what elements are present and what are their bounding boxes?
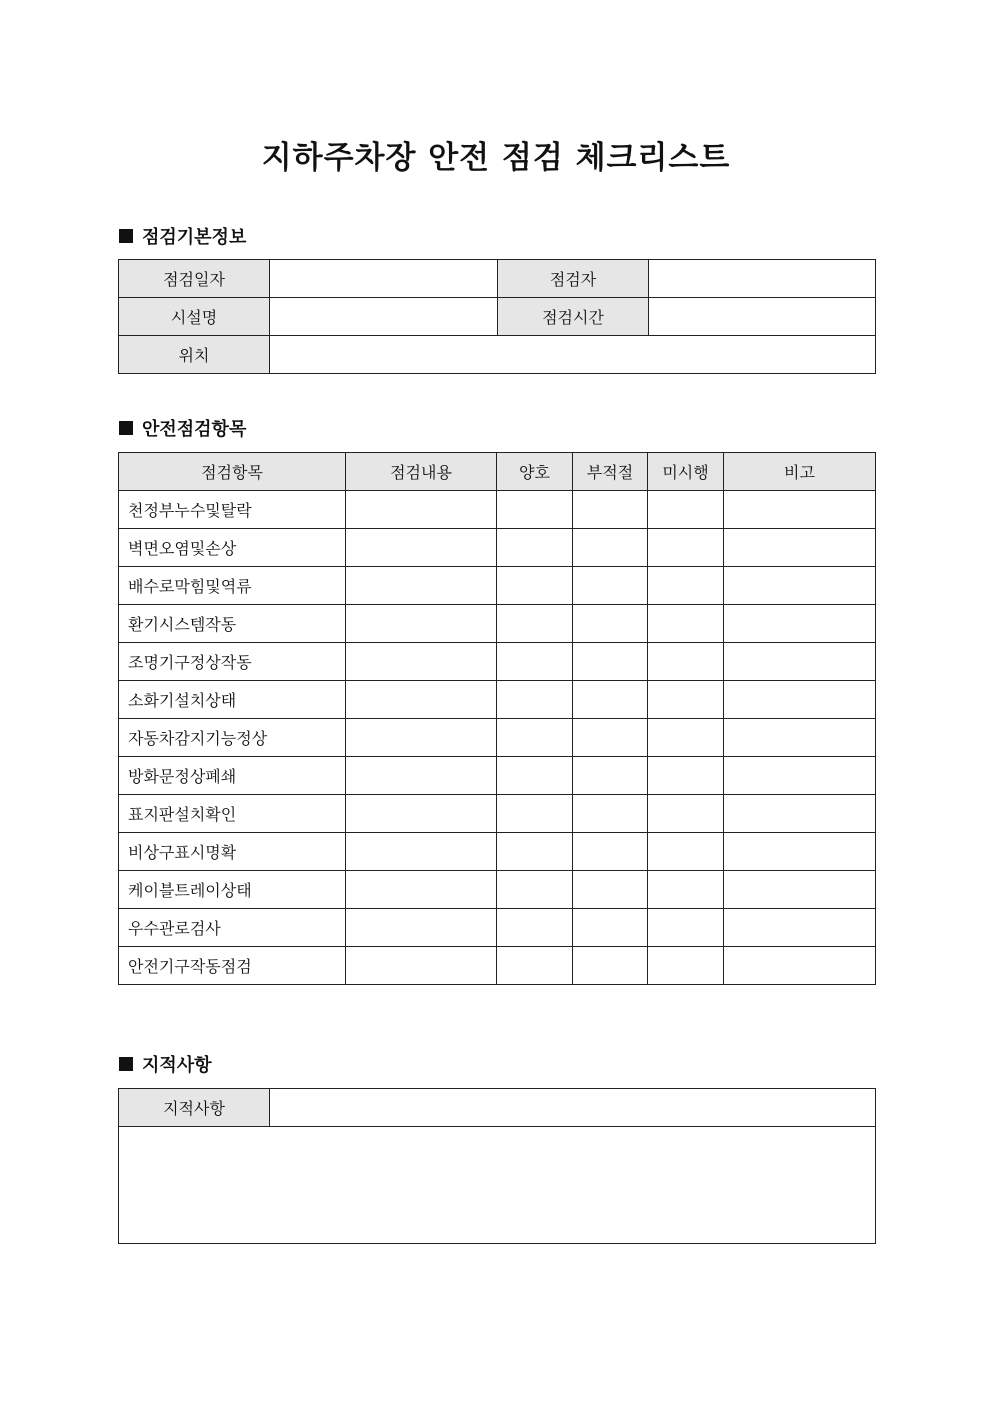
remarks-header-field[interactable]	[270, 1089, 876, 1127]
note-cell[interactable]	[724, 947, 876, 985]
good-cell[interactable]	[497, 605, 573, 643]
check-item-label: 조명기구정상작동	[119, 643, 346, 681]
table-row	[119, 567, 876, 605]
table-row	[119, 529, 876, 567]
not-done-cell[interactable]	[648, 947, 724, 985]
inspection-date-label: 점검일자	[119, 260, 270, 298]
inadequate-cell[interactable]	[573, 795, 648, 833]
inadequate-cell[interactable]	[573, 871, 648, 909]
content-cell[interactable]	[346, 795, 497, 833]
content-cell[interactable]	[346, 643, 497, 681]
remarks-label: 지적사항	[119, 1089, 270, 1127]
check-item-label: 방화문정상폐쇄	[119, 757, 346, 795]
note-cell[interactable]	[724, 605, 876, 643]
inspection-time-field[interactable]	[649, 298, 876, 336]
table-row	[119, 719, 876, 757]
note-cell[interactable]	[724, 491, 876, 529]
note-cell[interactable]	[724, 757, 876, 795]
not-done-cell[interactable]	[648, 681, 724, 719]
content-cell[interactable]	[346, 491, 497, 529]
check-item-label: 비상구표시명확	[119, 833, 346, 871]
content-cell[interactable]	[346, 567, 497, 605]
header-not-done: 미시행	[648, 453, 724, 491]
facility-name-label: 시설명	[119, 298, 270, 336]
facility-name-field[interactable]	[270, 298, 498, 336]
not-done-cell[interactable]	[648, 833, 724, 871]
table-row	[119, 491, 876, 529]
content-cell[interactable]	[346, 605, 497, 643]
page-title: 지하주차장 안전 점검 체크리스트	[261, 140, 731, 176]
checklist-table	[118, 452, 876, 985]
location-field[interactable]	[270, 336, 876, 374]
table-row	[119, 871, 876, 909]
note-cell[interactable]	[724, 681, 876, 719]
table-row	[119, 909, 876, 947]
content-cell[interactable]	[346, 947, 497, 985]
inadequate-cell[interactable]	[573, 567, 648, 605]
location-label: 위치	[119, 336, 270, 374]
inadequate-cell[interactable]	[573, 909, 648, 947]
checklist-body	[119, 491, 876, 985]
check-item-label: 소화기설치상태	[119, 681, 346, 719]
basic-info-table	[118, 259, 876, 374]
not-done-cell[interactable]	[648, 529, 724, 567]
content-cell[interactable]	[346, 871, 497, 909]
good-cell[interactable]	[497, 947, 573, 985]
inadequate-cell[interactable]	[573, 757, 648, 795]
not-done-cell[interactable]	[648, 757, 724, 795]
inadequate-cell[interactable]	[573, 947, 648, 985]
header-good: 양호	[497, 453, 573, 491]
square-bullet-icon	[119, 1057, 133, 1071]
header-inadequate: 부적절	[573, 453, 648, 491]
good-cell[interactable]	[497, 719, 573, 757]
good-cell[interactable]	[497, 491, 573, 529]
not-done-cell[interactable]	[648, 871, 724, 909]
note-cell[interactable]	[724, 529, 876, 567]
basic-info-heading: 점검기본정보	[142, 227, 247, 248]
basic-info-section-title	[119, 223, 246, 249]
check-item-label: 케이블트레이상태	[119, 871, 346, 909]
check-item-label: 환기시스템작동	[119, 605, 346, 643]
inadequate-cell[interactable]	[573, 681, 648, 719]
inadequate-cell[interactable]	[573, 833, 648, 871]
check-item-label: 안전기구작동점검	[119, 947, 346, 985]
inadequate-cell[interactable]	[573, 529, 648, 567]
inspection-time-label: 점검시간	[498, 298, 649, 336]
check-item-label: 천정부누수및탈락	[119, 491, 346, 529]
note-cell[interactable]	[724, 795, 876, 833]
inadequate-cell[interactable]	[573, 491, 648, 529]
header-note: 비고	[724, 453, 876, 491]
not-done-cell[interactable]	[648, 643, 724, 681]
inadequate-cell[interactable]	[573, 605, 648, 643]
inadequate-cell[interactable]	[573, 719, 648, 757]
table-row	[119, 757, 876, 795]
remarks-table	[118, 1088, 876, 1244]
good-cell[interactable]	[497, 833, 573, 871]
not-done-cell[interactable]	[648, 719, 724, 757]
good-cell[interactable]	[497, 795, 573, 833]
table-row	[119, 947, 876, 985]
note-cell[interactable]	[724, 833, 876, 871]
square-bullet-icon	[119, 421, 133, 435]
remarks-heading: 지적사항	[142, 1055, 212, 1076]
table-row	[119, 605, 876, 643]
inspection-date-field[interactable]	[270, 260, 498, 298]
table-row	[119, 681, 876, 719]
not-done-cell[interactable]	[648, 795, 724, 833]
remarks-content-field[interactable]	[119, 1127, 876, 1244]
note-cell[interactable]	[724, 909, 876, 947]
check-item-label: 우수관로검사	[119, 909, 346, 947]
good-cell[interactable]	[497, 529, 573, 567]
content-cell[interactable]	[346, 529, 497, 567]
header-content: 점검내용	[346, 453, 497, 491]
content-cell[interactable]	[346, 757, 497, 795]
inspector-field[interactable]	[649, 260, 876, 298]
not-done-cell[interactable]	[648, 605, 724, 643]
content-cell[interactable]	[346, 833, 497, 871]
good-cell[interactable]	[497, 681, 573, 719]
good-cell[interactable]	[497, 757, 573, 795]
good-cell[interactable]	[497, 909, 573, 947]
check-item-label: 자동차감지기능정상	[119, 719, 346, 757]
note-cell[interactable]	[724, 719, 876, 757]
check-item-label: 벽면오염및손상	[119, 529, 346, 567]
good-cell[interactable]	[497, 643, 573, 681]
check-item-label: 배수로막힘및역류	[119, 567, 346, 605]
content-cell[interactable]	[346, 681, 497, 719]
good-cell[interactable]	[497, 567, 573, 605]
checklist-heading: 안전점검항목	[142, 419, 247, 440]
note-cell[interactable]	[724, 643, 876, 681]
table-row	[119, 833, 876, 871]
header-item: 점검항목	[119, 453, 346, 491]
content-cell[interactable]	[346, 909, 497, 947]
inadequate-cell[interactable]	[573, 643, 648, 681]
checklist-section-title	[119, 415, 246, 441]
square-bullet-icon	[119, 229, 133, 243]
not-done-cell[interactable]	[648, 567, 724, 605]
good-cell[interactable]	[497, 871, 573, 909]
check-item-label: 표지판설치확인	[119, 795, 346, 833]
not-done-cell[interactable]	[648, 909, 724, 947]
note-cell[interactable]	[724, 567, 876, 605]
not-done-cell[interactable]	[648, 491, 724, 529]
table-row	[119, 643, 876, 681]
content-cell[interactable]	[346, 719, 497, 757]
inspector-label: 점검자	[498, 260, 649, 298]
note-cell[interactable]	[724, 871, 876, 909]
remarks-section-title	[119, 1051, 212, 1077]
table-row	[119, 795, 876, 833]
